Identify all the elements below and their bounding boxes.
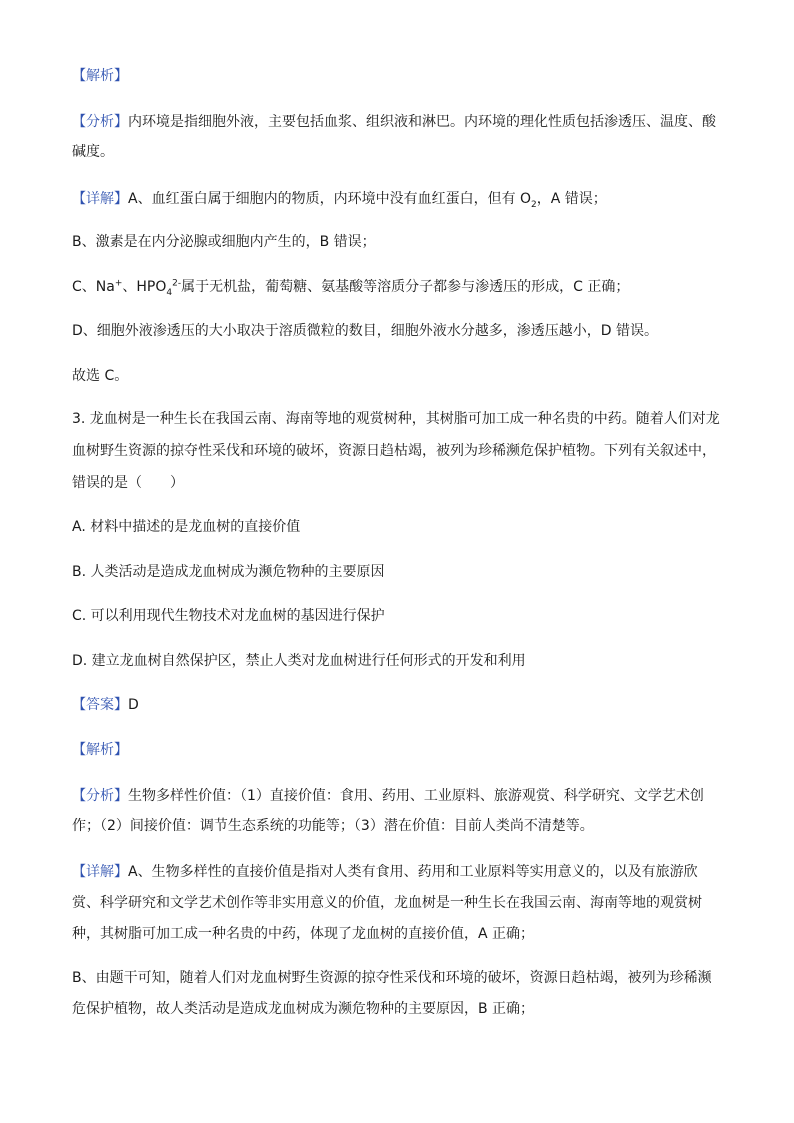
na-superscript: + (114, 278, 123, 289)
detail-c (72, 278, 724, 296)
option-a: A. 材料中描述的是龙血树的直接价值 (72, 519, 301, 535)
detail-a-text: A、血红蛋白属于细胞内的物质，内环境中没有血红蛋白，但有 O (128, 191, 532, 207)
fenxi-tag: 【分析】 (72, 114, 128, 130)
detail-2-a-line-2: 赏、科学研究和文学艺术创作等非实用意义的价值，龙血树是一种生长在我国云南、海南等地的观赏树 (72, 895, 702, 911)
xiangjie-tag: 【详解】 (72, 191, 128, 207)
analysis-paragraph-1-line-2: 碱度。 (72, 144, 114, 160)
question-3-line-3: 错误的是（ ） (72, 475, 184, 491)
analysis-heading-1: 【解析】 (72, 68, 128, 84)
fenxi-tag-2: 【分析】 (72, 788, 128, 804)
conclusion-1: 故选 C。 (72, 368, 129, 384)
detail-c-ion: 、HPO (122, 279, 167, 295)
question-3-line-2: 血树野生资源的掠夺性采伐和环境的破坏，资源日趋枯竭，被列为珍稀濒危保护植物。下列有关叙述中， (72, 443, 716, 459)
detail-c-result: 属于无机盐，葡萄糖、氨基酸等溶质分子都参与渗透压的形成，C 正确； (181, 279, 630, 295)
hpo4-subscript: 4 (166, 287, 173, 296)
fenxi-text: 内环境是指细胞外液，主要包括血浆、组织液和淋巴。内环境的理化性质包括渗透压、温度、酸 (128, 114, 716, 130)
detail-2-a-line-3: 种，其树脂可加工成一种名贵的中药，体现了龙血树的直接价值，A 正确； (72, 926, 535, 942)
analysis-heading-2: 【解析】 (72, 742, 128, 758)
analysis-paragraph-1-line-1 (72, 113, 724, 131)
detail-b: B、激素是在内分泌腺或细胞内产生的，B 错误； (72, 234, 376, 250)
detail-2-a-line-1 (72, 863, 724, 881)
detail-2-b-line-2: 危保护植物，故人类活动是造成龙血树成为濒危物种的主要原因，B 正确； (72, 1001, 535, 1017)
detail-a (72, 190, 724, 208)
option-d: D. 建立龙血树自然保护区，禁止人类对龙血树进行任何形式的开发和利用 (72, 653, 526, 669)
option-c: C. 可以利用现代生物技术对龙血树的基因进行保护 (72, 608, 385, 624)
detail-d: D、细胞外液渗透压的大小取决于溶质微粒的数目，细胞外液水分越多，渗透压越小，D 错误。 (72, 323, 659, 339)
question-3-line-1: 3. 龙血树是一种生长在我国云南、海南等地的观赏树种，其树脂可加工成一种名贵的中药。随着人们对龙 (72, 411, 720, 427)
detail-a-result: ，A 错误； (536, 191, 607, 207)
option-b: B. 人类活动是造成龙血树成为濒危物种的主要原因 (72, 564, 385, 580)
detail-2-a-text: A、生物多样性的直接价值是指对人类有食用、药用和工业原料等实用意义的，以及有旅游欣 (128, 864, 698, 880)
o2-subscript: 2 (531, 199, 537, 208)
analysis-paragraph-2-line-2: 作；（2）间接价值：调节生态系统的功能等；（3）潜在价值：目前人类尚不清楚等。 (72, 818, 594, 834)
answer-line (72, 696, 724, 714)
detail-c-text: C、Na (72, 279, 115, 295)
answer-tag: 【答案】 (72, 697, 128, 713)
detail-2-b-line-1: B、由题干可知，随着人们对龙血树野生资源的掠夺性采伐和环境的破坏，资源日趋枯竭，被列为珍稀濒 (72, 970, 712, 986)
xiangjie-tag-2: 【详解】 (72, 864, 128, 880)
answer-value: D (128, 697, 139, 713)
hpo4-superscript: 2- (172, 278, 182, 289)
analysis-paragraph-2-line-1 (72, 787, 724, 805)
fenxi-text-2: 生物多样性价值：（1）直接价值：食用、药用、工业原料、旅游观赏、科学研究、文学艺术创 (128, 788, 704, 804)
